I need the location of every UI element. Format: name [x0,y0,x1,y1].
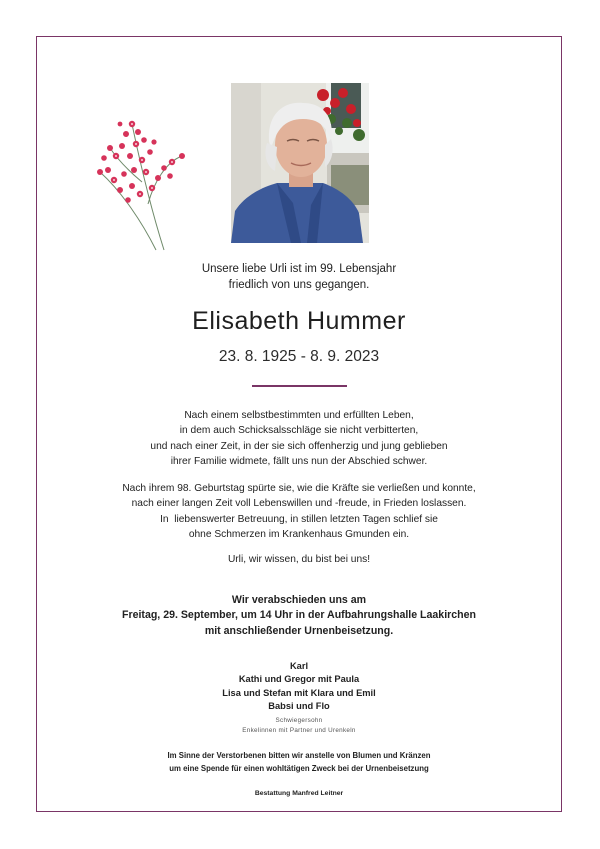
family-list [36,660,562,714]
paragraph-line: in dem auch Schicksalsschläge sie nicht verbitterten, [179,425,419,437]
family-member: Karl [289,661,309,671]
portrait-photo [231,83,369,243]
accent-divider [252,385,347,387]
memorial-paragraph-1 [36,408,562,470]
donation-line: um eine Spende für einen wohltätigen Zweck bei der Urnenbeisetzung [169,763,429,773]
intro-text [36,262,562,293]
donation-line: Im Sinne der Verstorbenen bitten wir anstelle von Blumen und Kränzen [167,751,431,760]
intro-line: Unsere liebe Urli ist im 99. Lebensjahr [201,263,397,275]
donation-request [36,750,562,775]
relation-line: Schwiegersohn [275,717,323,724]
paragraph-line: ihrer Familie widmete, fällt uns nun der Abschied schwer. [170,456,428,468]
ceremony-line: Freitag, 29. September, um 14 Uhr in der Aufbahrungshalle Laakirchen [121,609,476,622]
relation-line: Enkelinnen mit Partner und Urenkeln [242,727,356,734]
memorial-paragraph-3: Urli, wir wissen, du bist bei uns! [227,554,371,565]
ceremony-info [36,593,562,639]
deceased-name: Elisabeth Hummer [192,307,406,335]
family-member: Kathi und Gregor mit Paula [238,674,360,685]
memorial-paragraph-2 [36,481,562,543]
paragraph-line: und nach einer Zeit, in der sie sich offenherzig und jung geblieben [150,440,448,452]
paragraph-line: Nach einem selbstbestimmten und erfüllten Leben, [184,410,414,421]
ceremony-line: mit anschließender Urnenbeisetzung. [204,624,394,637]
relations-note [36,716,562,736]
paragraph-line: nach einer langen Zeit voll Lebenswillen und -freude, in Frieden loslassen. [131,498,467,510]
intro-line: friedlich von uns gegangen. [228,278,370,291]
undertaker-name: Bestattung Manfred Leitner [254,790,344,797]
ceremony-line: Wir verabschieden uns am [231,594,367,606]
family-member: Babsi und Flo [268,701,330,712]
paragraph-line: ohne Schmerzen im Krankenhaus Gmunden ein. [188,529,410,541]
life-dates: 23. 8. 1925 - 8. 9. 2023 [218,348,380,365]
paragraph-line: Nach ihrem 98. Geburtstag spürte sie, wie die Kräfte sie verließen und konnte, [122,483,476,494]
flower-sprig-icon [92,112,188,252]
paragraph-line: In liebenswerter Betreuung, in stillen letzten Tagen schlief sie [160,513,438,525]
family-member: Lisa und Stefan mit Klara und Emil [222,687,376,698]
